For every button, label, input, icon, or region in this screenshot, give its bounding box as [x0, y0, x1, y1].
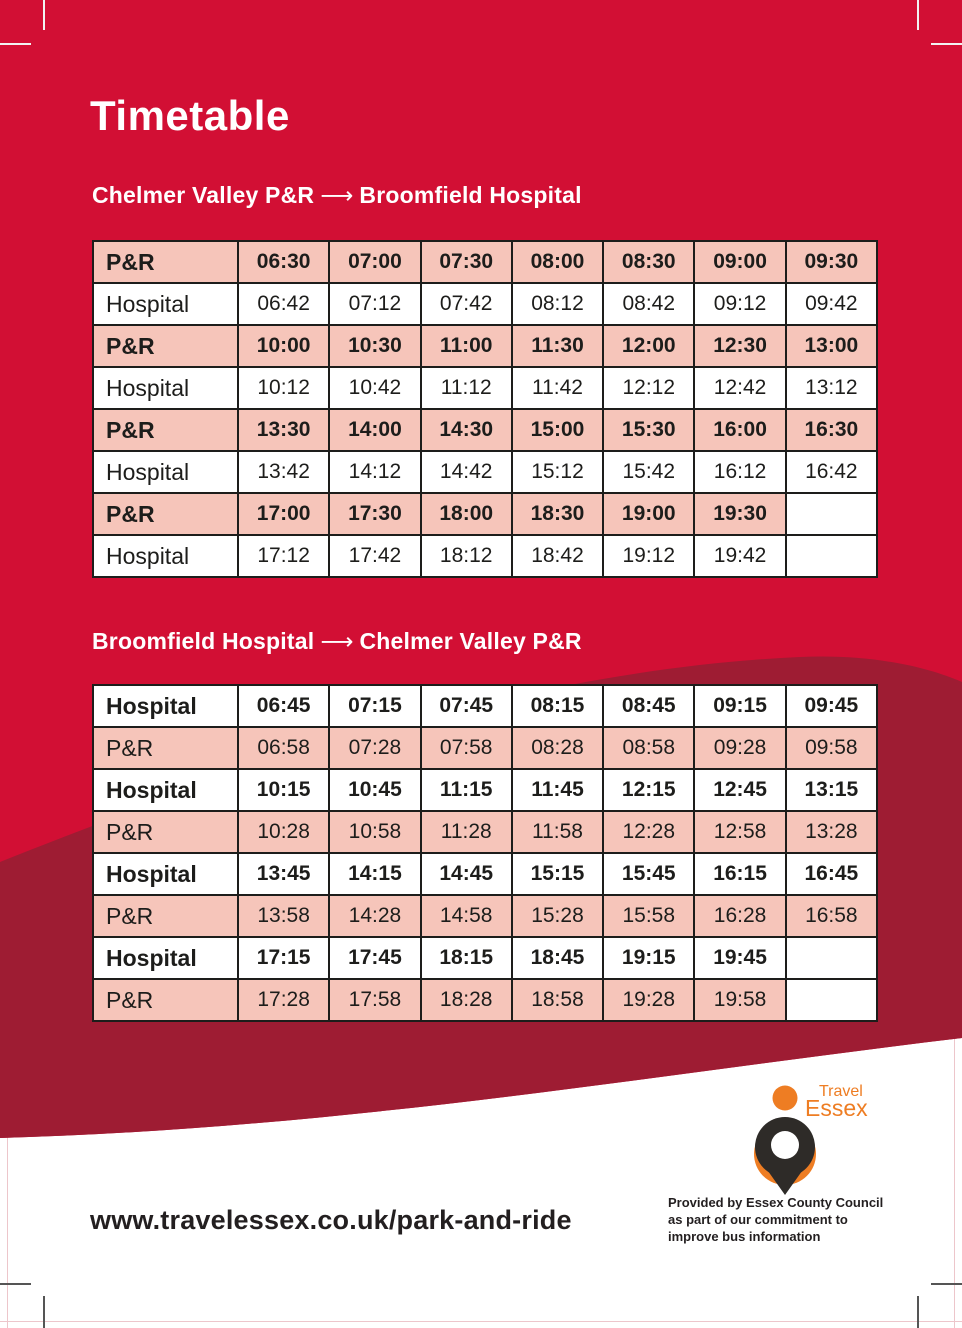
route-heading-return [92, 628, 582, 655]
crop-mark-bottom-left-h [0, 1283, 31, 1285]
time-cell: 10:42 [329, 367, 420, 409]
time-cell: 12:28 [603, 811, 694, 853]
website-url[interactable]: www.travelessex.co.uk/park-and-ride [90, 1205, 572, 1235]
time-cell: 18:42 [512, 535, 603, 577]
time-cell: 15:00 [512, 409, 603, 451]
time-cell: 18:12 [421, 535, 512, 577]
stop-label-cell: Hospital [93, 451, 238, 493]
time-cell: 08:42 [603, 283, 694, 325]
time-cell: 07:00 [329, 241, 420, 283]
time-cell: 10:30 [329, 325, 420, 367]
time-cell: 17:12 [238, 535, 329, 577]
table-row [93, 727, 877, 769]
time-cell: 19:15 [603, 937, 694, 979]
table-row [93, 409, 877, 451]
stop-label-cell: Hospital [93, 937, 238, 979]
time-cell: 08:58 [603, 727, 694, 769]
time-cell: 17:28 [238, 979, 329, 1021]
time-cell: 19:28 [603, 979, 694, 1021]
stop-label-cell: P&R [93, 493, 238, 535]
table-row [93, 769, 877, 811]
time-cell: 09:58 [786, 727, 877, 769]
stop-label-cell: P&R [93, 811, 238, 853]
route-from-label: Broomfield Hospital [92, 628, 315, 654]
time-cell: 11:45 [512, 769, 603, 811]
time-cell: 15:15 [512, 853, 603, 895]
time-cell: 14:42 [421, 451, 512, 493]
time-cell: 15:28 [512, 895, 603, 937]
time-cell: 16:12 [694, 451, 785, 493]
logo-head-icon [773, 1086, 798, 1111]
time-cell: 14:45 [421, 853, 512, 895]
time-cell: 15:45 [603, 853, 694, 895]
time-cell: 09:28 [694, 727, 785, 769]
time-cell: 18:00 [421, 493, 512, 535]
table-row [93, 937, 877, 979]
time-cell: 08:15 [512, 685, 603, 727]
provider-note [668, 1194, 898, 1245]
page-title: Timetable [90, 92, 290, 139]
time-cell: 18:15 [421, 937, 512, 979]
time-cell: 08:45 [603, 685, 694, 727]
route-to-label: Chelmer Valley P&R [359, 628, 582, 654]
time-cell: 09:15 [694, 685, 785, 727]
time-cell: 07:30 [421, 241, 512, 283]
table-row [93, 325, 877, 367]
right-arrow-icon: ⟶ [320, 628, 354, 654]
time-cell: 12:58 [694, 811, 785, 853]
route-to-label: Broomfield Hospital [359, 182, 582, 208]
empty-cell [786, 937, 877, 979]
crop-mark-top-left-h [0, 43, 31, 45]
stop-label-cell: P&R [93, 241, 238, 283]
route-heading-outbound [92, 182, 582, 209]
crop-mark-bottom-right-v [917, 1296, 919, 1328]
stop-label-cell: P&R [93, 895, 238, 937]
stop-label-cell: Hospital [93, 283, 238, 325]
time-cell: 16:28 [694, 895, 785, 937]
time-cell: 18:28 [421, 979, 512, 1021]
time-cell: 10:15 [238, 769, 329, 811]
time-cell: 16:45 [786, 853, 877, 895]
logo-travel-text: Travel [819, 1083, 863, 1100]
stop-label-cell: Hospital [93, 535, 238, 577]
time-cell: 14:58 [421, 895, 512, 937]
time-cell: 14:00 [329, 409, 420, 451]
table-row [93, 241, 877, 283]
timetable-outbound [92, 240, 878, 578]
stop-label-cell: Hospital [93, 367, 238, 409]
crop-mark-top-right-h [931, 43, 962, 45]
time-cell: 07:58 [421, 727, 512, 769]
time-cell: 12:45 [694, 769, 785, 811]
time-cell: 15:42 [603, 451, 694, 493]
time-cell: 12:15 [603, 769, 694, 811]
time-cell: 13:42 [238, 451, 329, 493]
stop-label-cell: Hospital [93, 685, 238, 727]
time-cell: 11:30 [512, 325, 603, 367]
time-cell: 10:12 [238, 367, 329, 409]
time-cell: 06:45 [238, 685, 329, 727]
time-cell: 06:58 [238, 727, 329, 769]
time-cell: 13:15 [786, 769, 877, 811]
time-cell: 10:58 [329, 811, 420, 853]
table-row [93, 535, 877, 577]
time-cell: 17:42 [329, 535, 420, 577]
stop-label-cell: P&R [93, 325, 238, 367]
time-cell: 08:30 [603, 241, 694, 283]
provider-note-line: improve bus information [668, 1229, 821, 1244]
time-cell: 09:30 [786, 241, 877, 283]
crop-mark-top-right-v [917, 0, 919, 30]
table-row [93, 685, 877, 727]
time-cell: 07:42 [421, 283, 512, 325]
time-cell: 13:45 [238, 853, 329, 895]
time-cell: 17:58 [329, 979, 420, 1021]
empty-cell [786, 979, 877, 1021]
time-cell: 11:00 [421, 325, 512, 367]
map-pin-hole [771, 1131, 799, 1159]
time-cell: 19:42 [694, 535, 785, 577]
time-cell: 16:58 [786, 895, 877, 937]
crop-mark-bottom-right-h [931, 1283, 962, 1285]
time-cell: 06:42 [238, 283, 329, 325]
time-cell: 09:00 [694, 241, 785, 283]
time-cell: 09:42 [786, 283, 877, 325]
table-row [93, 853, 877, 895]
time-cell: 07:15 [329, 685, 420, 727]
table-row [93, 979, 877, 1021]
time-cell: 19:12 [603, 535, 694, 577]
time-cell: 10:00 [238, 325, 329, 367]
table-row [93, 895, 877, 937]
time-cell: 16:15 [694, 853, 785, 895]
time-cell: 13:28 [786, 811, 877, 853]
timetable-return [92, 684, 878, 1022]
time-cell: 18:45 [512, 937, 603, 979]
right-arrow-icon: ⟶ [320, 182, 354, 208]
time-cell: 19:30 [694, 493, 785, 535]
table-row [93, 367, 877, 409]
route-from-label: Chelmer Valley P&R [92, 182, 315, 208]
time-cell: 11:58 [512, 811, 603, 853]
time-cell: 08:28 [512, 727, 603, 769]
time-cell: 17:00 [238, 493, 329, 535]
time-cell: 08:12 [512, 283, 603, 325]
stop-label-cell: Hospital [93, 769, 238, 811]
time-cell: 18:58 [512, 979, 603, 1021]
time-cell: 10:45 [329, 769, 420, 811]
travel-essex-logo [726, 1066, 910, 1198]
time-cell: 06:30 [238, 241, 329, 283]
time-cell: 07:28 [329, 727, 420, 769]
time-cell: 12:12 [603, 367, 694, 409]
empty-cell [786, 493, 877, 535]
time-cell: 11:15 [421, 769, 512, 811]
logo-essex-text: Essex [805, 1095, 868, 1121]
time-cell: 16:42 [786, 451, 877, 493]
stop-label-cell: P&R [93, 979, 238, 1021]
time-cell: 13:58 [238, 895, 329, 937]
stop-label-cell: P&R [93, 727, 238, 769]
provider-note-line: as part of our commitment to [668, 1212, 848, 1227]
time-cell: 08:00 [512, 241, 603, 283]
crop-mark-top-left-v [43, 0, 45, 30]
time-cell: 17:15 [238, 937, 329, 979]
time-cell: 19:00 [603, 493, 694, 535]
time-cell: 17:30 [329, 493, 420, 535]
time-cell: 13:12 [786, 367, 877, 409]
time-cell: 11:12 [421, 367, 512, 409]
time-cell: 10:28 [238, 811, 329, 853]
table-row [93, 493, 877, 535]
time-cell: 13:30 [238, 409, 329, 451]
time-cell: 14:12 [329, 451, 420, 493]
time-cell: 07:12 [329, 283, 420, 325]
time-cell: 11:28 [421, 811, 512, 853]
time-cell: 12:42 [694, 367, 785, 409]
time-cell: 17:45 [329, 937, 420, 979]
time-cell: 16:30 [786, 409, 877, 451]
time-cell: 07:45 [421, 685, 512, 727]
time-cell: 14:28 [329, 895, 420, 937]
time-cell: 14:30 [421, 409, 512, 451]
time-cell: 19:58 [694, 979, 785, 1021]
stop-label-cell: Hospital [93, 853, 238, 895]
time-cell: 09:12 [694, 283, 785, 325]
time-cell: 18:30 [512, 493, 603, 535]
time-cell: 15:58 [603, 895, 694, 937]
time-cell: 12:30 [694, 325, 785, 367]
table-row [93, 811, 877, 853]
table-row [93, 451, 877, 493]
time-cell: 11:42 [512, 367, 603, 409]
time-cell: 13:00 [786, 325, 877, 367]
time-cell: 19:45 [694, 937, 785, 979]
provider-note-line: Provided by Essex County Council [668, 1195, 884, 1210]
time-cell: 09:45 [786, 685, 877, 727]
time-cell: 14:15 [329, 853, 420, 895]
crop-mark-bottom-left-v [43, 1296, 45, 1328]
time-cell: 12:00 [603, 325, 694, 367]
stop-label-cell: P&R [93, 409, 238, 451]
time-cell: 16:00 [694, 409, 785, 451]
time-cell: 15:12 [512, 451, 603, 493]
time-cell: 15:30 [603, 409, 694, 451]
table-row [93, 283, 877, 325]
empty-cell [786, 535, 877, 577]
